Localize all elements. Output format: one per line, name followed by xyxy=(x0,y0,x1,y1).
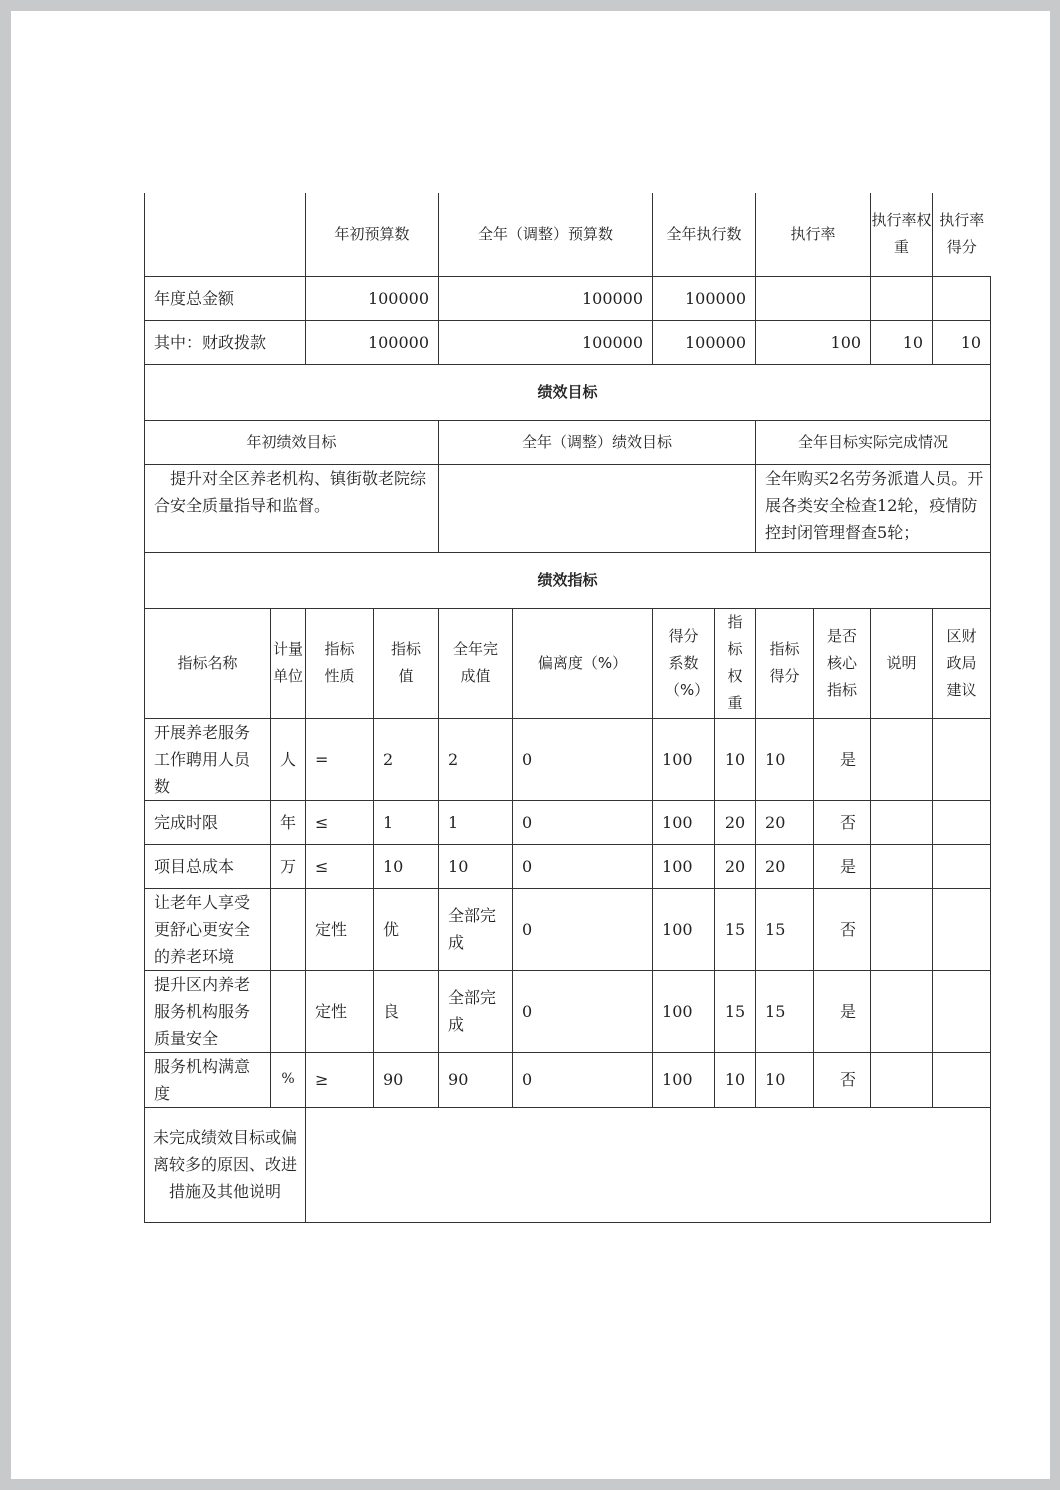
indicator-core: 是 xyxy=(814,970,871,1052)
indicator-score: 20 xyxy=(756,800,814,844)
budget-row-initial: 100000 xyxy=(306,276,439,320)
indicator-coefficient: 100 xyxy=(653,800,715,844)
indicator-target: 90 xyxy=(374,1052,439,1107)
adjusted-goal-text xyxy=(439,464,756,552)
budget-row xyxy=(145,320,991,364)
indicator-actual: 2 xyxy=(439,718,513,800)
budget-header-executed: 全年执行数 xyxy=(653,193,756,276)
indicator-actual: 10 xyxy=(439,844,513,888)
header-score-coefficient: 得分系数（%） xyxy=(653,608,715,718)
indicator-nature: ≤ xyxy=(306,800,374,844)
budget-header-adjusted: 全年（调整）预算数 xyxy=(439,193,653,276)
actual-completion-text: 全年购买2名劳务派遣人员。开展各类安全检查12轮，疫情防控封闭管理督查5轮； xyxy=(756,464,991,552)
indicator-name: 项目总成本 xyxy=(145,844,271,888)
indicator-row xyxy=(145,970,991,1052)
indicator-note xyxy=(871,970,933,1052)
indicator-weight: 10 xyxy=(715,718,756,800)
budget-header-score: 执行率得分 xyxy=(933,193,991,276)
indicator-unit: 年 xyxy=(271,800,306,844)
indicator-core: 是 xyxy=(814,718,871,800)
indicator-name: 服务机构满意度 xyxy=(145,1052,271,1107)
indicator-note xyxy=(871,1052,933,1107)
header-core: 是否核心指标 xyxy=(814,608,871,718)
indicator-row xyxy=(145,800,991,844)
indicator-weight: 20 xyxy=(715,844,756,888)
indicator-unit: 万 xyxy=(271,844,306,888)
remarks-value xyxy=(306,1107,991,1222)
budget-row-adjusted: 100000 xyxy=(439,276,653,320)
indicator-score: 15 xyxy=(756,970,814,1052)
header-nature: 指标性质 xyxy=(306,608,374,718)
indicator-score: 20 xyxy=(756,844,814,888)
budget-row-rate xyxy=(756,276,871,320)
indicator-nature: 定性 xyxy=(306,970,374,1052)
indicator-unit xyxy=(271,970,306,1052)
indicator-score: 15 xyxy=(756,888,814,970)
header-finance-advice: 区财政局建议 xyxy=(933,608,991,718)
indicator-note xyxy=(871,800,933,844)
budget-header-weight: 执行率权重 xyxy=(871,193,933,276)
header-weight: 指标权重 xyxy=(715,608,756,718)
initial-goal-text: 提升对全区养老机构、镇街敬老院综合安全质量指导和监督。 xyxy=(145,464,439,552)
budget-row-label: 其中：财政拨款 xyxy=(145,320,306,364)
indicator-actual: 全部完成 xyxy=(439,888,513,970)
indicator-weight: 15 xyxy=(715,888,756,970)
indicator-name: 让老年人享受更舒心更安全的养老环境 xyxy=(145,888,271,970)
indicator-deviation: 0 xyxy=(513,800,653,844)
goals-header-initial: 年初绩效目标 xyxy=(145,420,439,464)
indicator-core: 是 xyxy=(814,844,871,888)
indicator-core: 否 xyxy=(814,1052,871,1107)
indicator-row xyxy=(145,1052,991,1107)
indicator-note xyxy=(871,888,933,970)
indicator-row xyxy=(145,718,991,800)
indicator-core: 否 xyxy=(814,888,871,970)
indicator-row xyxy=(145,888,991,970)
indicator-actual: 全部完成 xyxy=(439,970,513,1052)
indicator-coefficient: 100 xyxy=(653,970,715,1052)
budget-row xyxy=(145,276,991,320)
budget-row-rate: 100 xyxy=(756,320,871,364)
indicator-nature: = xyxy=(306,718,374,800)
indicator-advice xyxy=(933,970,991,1052)
remarks-row xyxy=(145,1107,991,1222)
indicator-nature: ≤ xyxy=(306,844,374,888)
indicator-advice xyxy=(933,888,991,970)
header-note: 说明 xyxy=(871,608,933,718)
indicator-target: 1 xyxy=(374,800,439,844)
indicator-deviation: 0 xyxy=(513,888,653,970)
header-unit: 计量单位 xyxy=(271,608,306,718)
budget-row-score: 10 xyxy=(933,320,991,364)
header-deviation: 偏离度（%） xyxy=(513,608,653,718)
indicator-deviation: 0 xyxy=(513,970,653,1052)
budget-row-initial: 100000 xyxy=(306,320,439,364)
budget-row-score xyxy=(933,276,991,320)
budget-row-executed: 100000 xyxy=(653,276,756,320)
indicator-weight: 15 xyxy=(715,970,756,1052)
indicator-advice xyxy=(933,800,991,844)
indicator-target: 10 xyxy=(374,844,439,888)
remarks-label: 未完成绩效目标或偏离较多的原因、改进措施及其他说明 xyxy=(145,1107,306,1222)
budget-row-executed: 100000 xyxy=(653,320,756,364)
header-actual-value: 全年完成值 xyxy=(439,608,513,718)
indicator-coefficient: 100 xyxy=(653,1052,715,1107)
indicator-core: 否 xyxy=(814,800,871,844)
indicator-unit xyxy=(271,888,306,970)
indicators-header-row xyxy=(145,608,991,718)
budget-row-label: 年度总金额 xyxy=(145,276,306,320)
budget-row-weight: 10 xyxy=(871,320,933,364)
indicator-score: 10 xyxy=(756,718,814,800)
indicator-deviation: 0 xyxy=(513,718,653,800)
indicator-name: 完成时限 xyxy=(145,800,271,844)
indicator-target: 2 xyxy=(374,718,439,800)
goals-section-title: 绩效目标 xyxy=(145,364,991,420)
indicator-coefficient: 100 xyxy=(653,844,715,888)
indicator-unit: 人 xyxy=(271,718,306,800)
goals-header-row xyxy=(145,420,991,464)
budget-row-weight xyxy=(871,276,933,320)
header-indicator-name: 指标名称 xyxy=(145,608,271,718)
budget-header-initial: 年初预算数 xyxy=(306,193,439,276)
indicator-weight: 10 xyxy=(715,1052,756,1107)
indicator-advice xyxy=(933,1052,991,1107)
indicator-name: 开展养老服务工作聘用人员数 xyxy=(145,718,271,800)
indicator-deviation: 0 xyxy=(513,1052,653,1107)
indicator-nature: ≥ xyxy=(306,1052,374,1107)
indicator-coefficient: 100 xyxy=(653,888,715,970)
indicator-deviation: 0 xyxy=(513,844,653,888)
goals-header-actual: 全年目标实际完成情况 xyxy=(756,420,991,464)
indicator-note xyxy=(871,718,933,800)
indicator-nature: 定性 xyxy=(306,888,374,970)
indicators-section-row xyxy=(145,552,991,608)
budget-header-row xyxy=(145,193,991,276)
budget-header-rate: 执行率 xyxy=(756,193,871,276)
indicators-section-title: 绩效指标 xyxy=(145,552,991,608)
indicator-name: 提升区内养老服务机构服务质量安全 xyxy=(145,970,271,1052)
indicator-weight: 20 xyxy=(715,800,756,844)
indicator-score: 10 xyxy=(756,1052,814,1107)
indicator-unit: % xyxy=(271,1052,306,1107)
indicator-row xyxy=(145,844,991,888)
indicator-target: 优 xyxy=(374,888,439,970)
header-target-value: 指标值 xyxy=(374,608,439,718)
header-score: 指标得分 xyxy=(756,608,814,718)
goals-section-row xyxy=(145,364,991,420)
indicator-advice xyxy=(933,718,991,800)
indicator-coefficient: 100 xyxy=(653,718,715,800)
budget-row-adjusted: 100000 xyxy=(439,320,653,364)
document-page xyxy=(11,11,1050,1479)
goals-header-adjusted: 全年（调整）绩效目标 xyxy=(439,420,756,464)
budget-corner-cell xyxy=(145,193,306,276)
indicator-advice xyxy=(933,844,991,888)
performance-table xyxy=(144,193,991,1223)
indicator-target: 良 xyxy=(374,970,439,1052)
goals-content-row xyxy=(145,464,991,552)
indicator-actual: 90 xyxy=(439,1052,513,1107)
indicator-actual: 1 xyxy=(439,800,513,844)
indicator-note xyxy=(871,844,933,888)
